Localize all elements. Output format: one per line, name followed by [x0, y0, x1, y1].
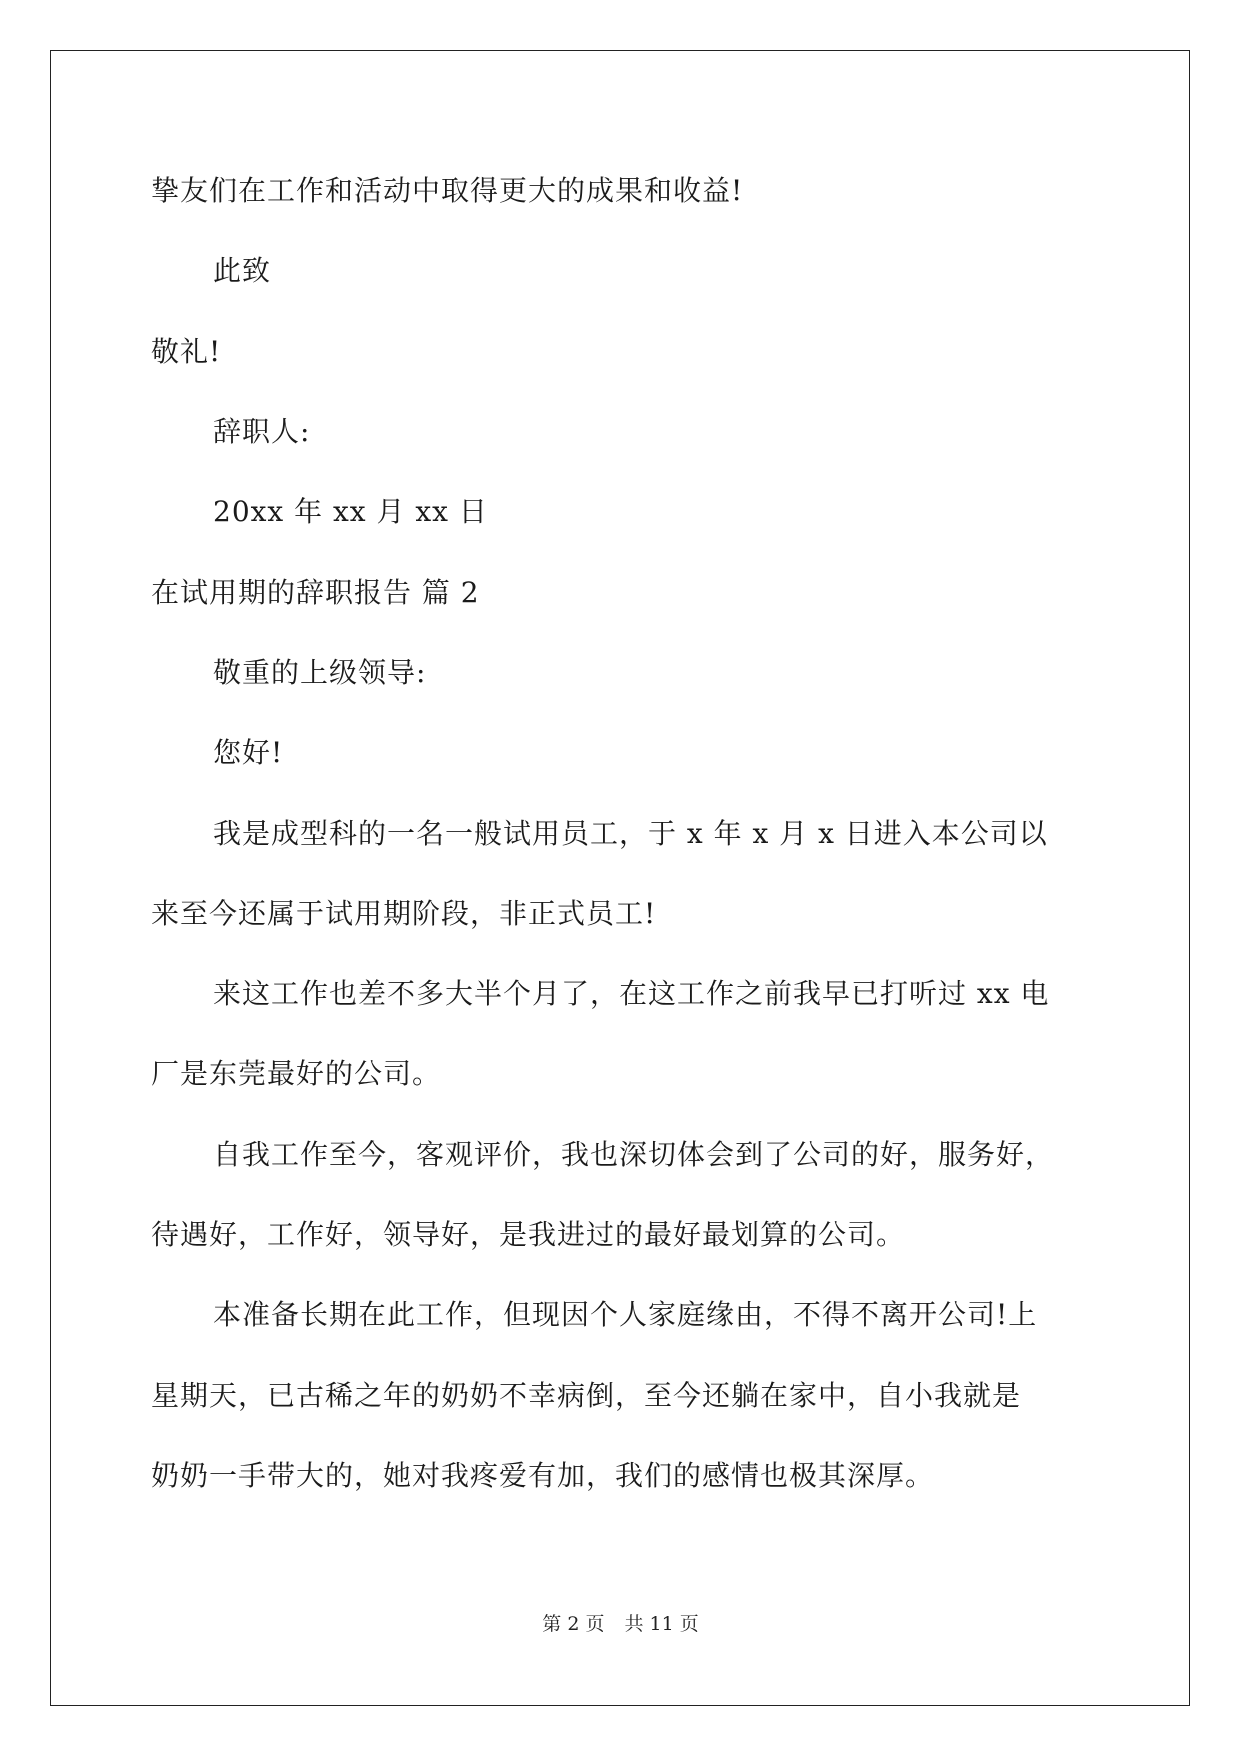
page-frame — [50, 50, 1190, 1706]
body-line: 挚友们在工作和活动中取得更大的成果和收益! — [151, 174, 744, 207]
section-heading: 在试用期的辞职报告 篇 2 — [151, 576, 480, 609]
body-line: 星期天，已古稀之年的奶奶不幸病倒，至今还躺在家中，自小我就是 — [151, 1379, 1022, 1412]
page-number: 第 2 页 — [542, 1613, 605, 1635]
body-line: 待遇好，工作好，领导好，是我进过的最好最划算的公司。 — [151, 1218, 906, 1251]
greeting-hello: 您好! — [213, 736, 284, 769]
date-line: 20xx 年 xx 月 xx 日 — [213, 495, 488, 528]
closing-regards: 敬礼! — [151, 335, 222, 368]
body-line: 奶奶一手带大的，她对我疼爱有加，我们的感情也极其深厚。 — [151, 1459, 935, 1492]
body-line: 自我工作至今，客观评价，我也深切体会到了公司的好，服务好， — [213, 1138, 1055, 1171]
page-footer — [0, 1612, 1241, 1636]
body-line: 来这工作也差不多大半个月了，在这工作之前我早已打听过 xx 电 — [213, 977, 1050, 1010]
body-line: 本准备长期在此工作，但现因个人家庭缘由，不得不离开公司!上 — [213, 1298, 1038, 1331]
body-line: 我是成型科的一名一般试用员工，于 x 年 x 月 x 日进入本公司以 — [213, 817, 1048, 850]
greeting: 敬重的上级领导: — [213, 656, 427, 689]
page-total: 共 11 页 — [624, 1613, 699, 1635]
body-line: 厂是东莞最好的公司。 — [151, 1057, 442, 1090]
signature-label: 辞职人: — [213, 415, 311, 448]
closing-salutation: 此致 — [213, 254, 272, 287]
body-line: 来至今还属于试用期阶段，非正式员工! — [151, 897, 657, 930]
